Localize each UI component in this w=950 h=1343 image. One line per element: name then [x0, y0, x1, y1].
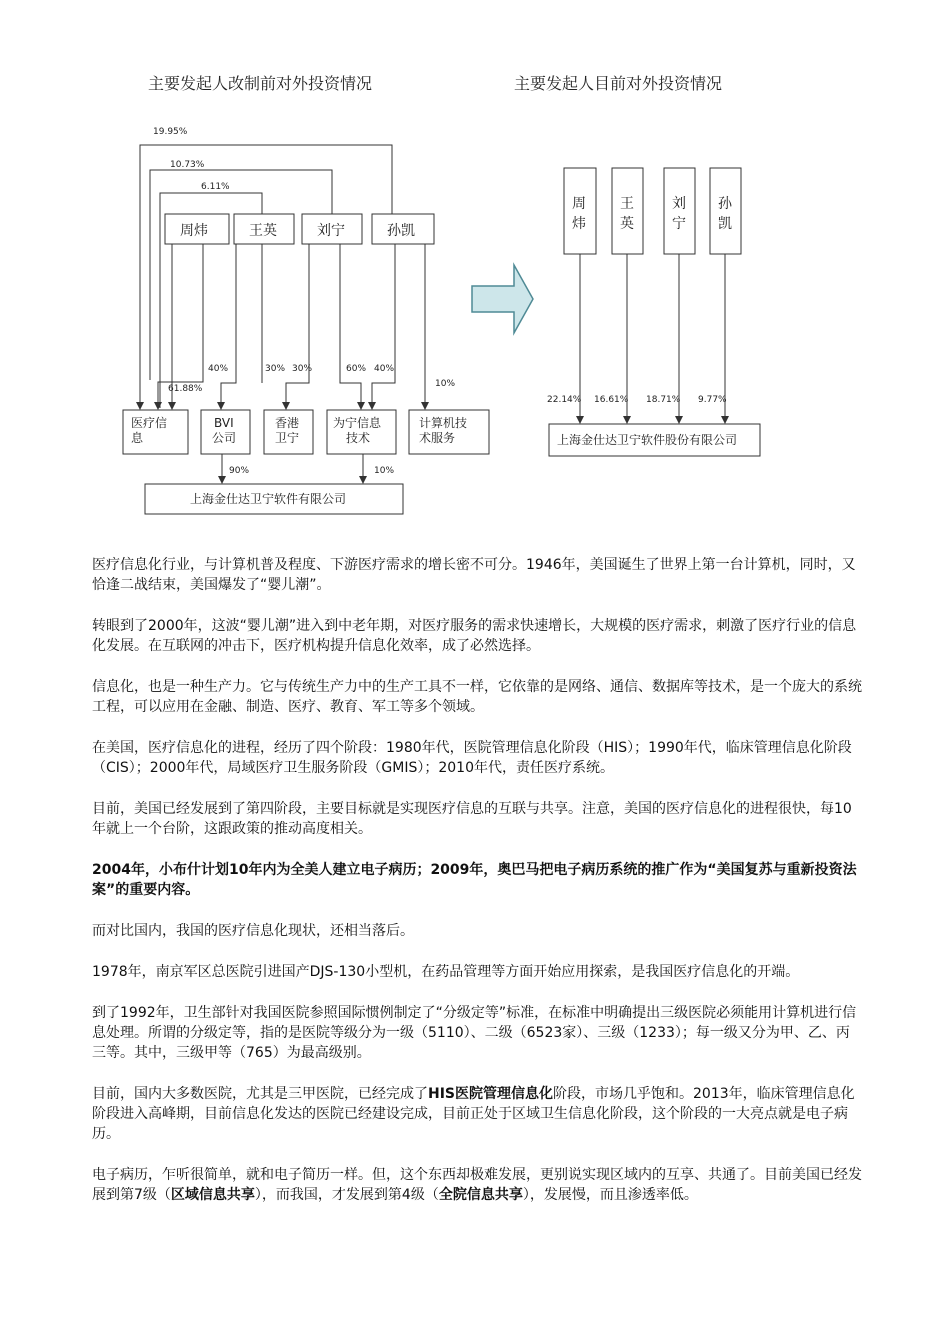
transition-arrow-icon: [472, 265, 533, 333]
p10-bold-his: HIS医院管理信息化: [428, 1086, 554, 1102]
ownership-diagram: [0, 0, 950, 540]
left-person-boxes: [165, 214, 434, 244]
right-person-ying: 英: [620, 216, 634, 232]
paragraph-3: 信息化，也是一种生产力。它与传统生产力中的生产工具不一样，它依靠的是网络、通信、数据库等技术，是一个庞大的系统工程，可以应用在金融、制造、医疗、教育、军工等多个领域。: [92, 679, 862, 715]
person-zhouwei: 周炜: [180, 223, 208, 239]
p11-bold-hospital: 全院信息共享: [438, 1187, 523, 1203]
p11-text-e: ），发展慢，而且渗透率低。: [522, 1187, 698, 1203]
pct-label: 10.73%: [170, 160, 205, 170]
company-bvi-line1: BVI: [214, 416, 234, 430]
person-sunkai: 孙凯: [387, 223, 415, 239]
right-person-liu: 刘: [672, 196, 686, 212]
pct-label: 90%: [229, 466, 250, 476]
p11-text-a: 电子病历，乍听很简单，就和电子简历一样。但，这个东西却极难发展，更别说实现区域内的互享、共通了。目前美国已经发展到第7级（: [92, 1167, 862, 1203]
paragraph-9: 到了1992年，卫生部针对我国医院参照国际惯例制定了“分级定等”标准，在标准中明确提出三级医院必须能用计算机进行信息处理。所谓的分级定等，指的是医院等级分为一级（5110）、二级（6523家）、三级（1233）；每一级又分为甲、乙、丙三等。其中，三级甲等（765）为最高级别。: [92, 1005, 857, 1061]
company-weining-line2: 技术: [346, 431, 371, 445]
left-diagram-title: 主要发起人改制前对外投资情况: [148, 74, 373, 93]
right-person-ning: 宁: [672, 216, 686, 232]
left-company-boxes: [123, 410, 489, 454]
company-yiliao-line2: 息: [131, 431, 144, 445]
right-person-kai: 凯: [718, 216, 732, 232]
right-person-wei: 炜: [572, 216, 586, 232]
paragraph-7: 而对比国内，我国的医疗信息化现状，还相当落后。: [92, 923, 414, 939]
paragraph-4: 在美国，医疗信息化的进程，经历了四个阶段：1980年代，医院管理信息化阶段（HIS）；1990年代，临床管理信息化阶段（CIS）；2000年代，局域医疗卫生服务阶段（GMIS）；2010年代，责任医疗系统。: [92, 740, 852, 776]
right-arrowheads: [576, 416, 729, 424]
pct-label: 30%: [292, 364, 313, 374]
pct-label: 40%: [374, 364, 395, 374]
right-person-sun: 孙: [718, 196, 732, 212]
paragraph-8: 1978年，南京军区总医院引进国产DJS-130小型机，在药品管理等方面开始应用探索，是我国医疗信息化的开端。: [92, 964, 800, 980]
p10-text-a: 目前，国内大多数医院，尤其是三甲医院，已经完成了: [92, 1086, 428, 1102]
company-weining-line1: 为宁信息: [333, 416, 382, 430]
pct-label: 60%: [346, 364, 367, 374]
right-person-boxes: [564, 168, 741, 254]
paragraph-5: 目前，美国已经发展到了第四阶段，主要目标就是实现医疗信息的互联与共享。注意，美国的医疗信息化的进程很快，每10年就上一个台阶，这跟政策的推动高度相关。: [92, 801, 852, 837]
pct-label: 10%: [374, 466, 395, 476]
pct-label: 30%: [265, 364, 286, 374]
paragraph-6-bold: 2004年，小布什计划10年内为全美人建立电子病历；2009年，奥巴马把电子病历系统的推广作为“美国复苏与重新投资法案”的重要内容。: [92, 862, 857, 898]
company-hk-line1: 香港: [275, 416, 300, 430]
paragraph-2: 转眼到了2000年，这波“婴儿潮”进入到中老年期，对医疗服务的需求快速增长，大规模的医疗需求，刺激了医疗行业的信息化发展。在互联网的冲击下，医疗机构提升信息化效率，成了必然选择。: [92, 618, 857, 654]
left-bottom-company: 上海金仕达卫宁软件有限公司: [190, 492, 347, 506]
article-body: [92, 555, 862, 1226]
right-diagram-title: 主要发起人目前对外投资情况: [514, 74, 723, 93]
person-liuning: 刘宁: [317, 223, 345, 239]
p11-text-c: ），而我国，才发展到第4级（: [254, 1187, 439, 1203]
right-person-zhou: 周: [572, 196, 586, 212]
right-person-wang: 王: [620, 196, 634, 212]
right-company: 上海金仕达卫宁软件股份有限公司: [557, 433, 738, 447]
pct-label: 19.95%: [153, 127, 188, 137]
pct-label: 16.61%: [594, 395, 629, 405]
company-hk-line2: 卫宁: [275, 431, 300, 445]
paragraph-11: [92, 1165, 862, 1205]
pct-label: 6.11%: [201, 182, 230, 192]
pct-label: 40%: [208, 364, 229, 374]
pct-label: 18.71%: [646, 395, 681, 405]
paragraph-1: 医疗信息化行业，与计算机普及程度、下游医疗需求的增长密不可分。1946年，美国诞生了世界上第一台计算机，同时，又恰逢二战结束，美国爆发了“婴儿潮”。: [92, 557, 856, 593]
p10-text-c: 阶段，市场几乎饱和。2013年，临床管理信息化阶段进入高峰期，目前信息化发达的医院已经建设完成，目前正处于区域卫生信息化阶段，这个阶段的一大亮点就是电子病历。: [92, 1086, 855, 1142]
pct-label: 61.88%: [168, 384, 203, 394]
pct-label: 22.14%: [547, 395, 582, 405]
company-bvi-line2: 公司: [212, 431, 237, 445]
company-jisuanji-line2: 术服务: [419, 431, 456, 445]
person-wangying: 王英: [249, 223, 277, 239]
pct-label: 9.77%: [698, 395, 727, 405]
company-yiliao-line1: 医疗信: [131, 416, 168, 430]
pct-label: 10%: [435, 379, 456, 389]
paragraph-10: [92, 1084, 862, 1144]
company-jisuanji-line1: 计算机技: [419, 416, 468, 430]
p11-bold-regional: 区域信息共享: [170, 1187, 255, 1203]
